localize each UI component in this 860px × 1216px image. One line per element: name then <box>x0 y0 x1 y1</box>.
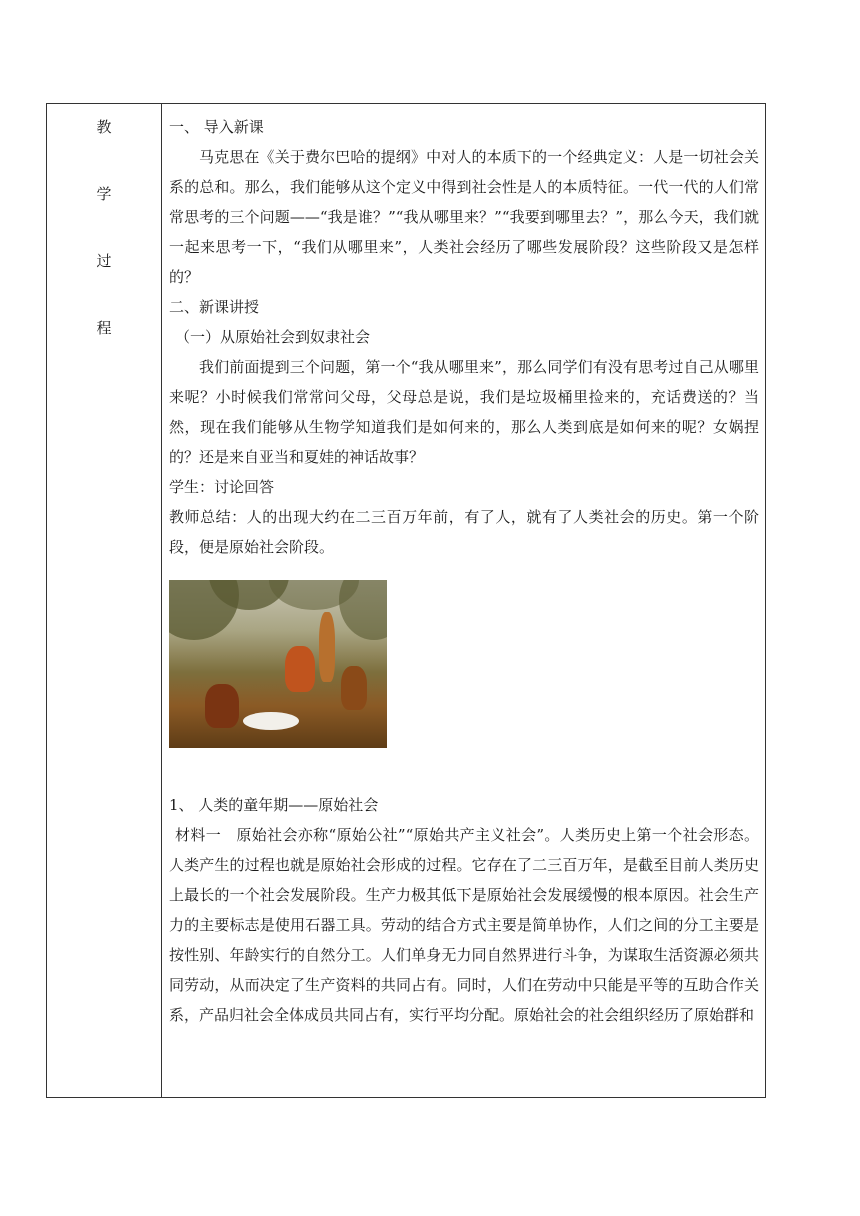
column-divider <box>161 104 162 1097</box>
label-char-guo: 过 <box>96 252 112 270</box>
material-one-paragraph: 材料一 原始社会亦称“原始公社”“原始共产主义社会”。人类历史上第一个社会形态。人类产生的过程也就是原始社会形成的过程。它存在了二三百万年，是截至目前人类历史上最长的一个社会发展阶段。生产力极其低下是原始社会发展缓慢的根本原因。社会生产力的主要标志是使用石器工具。劳动的结合方式主要是简单协作，人们之间的分工主要是按性别、年龄实行的自然分工。人们单身无力同自然界进行斗争，为谋取生活资源必须共同劳动，从而决定了生产资料的共同占有。同时，人们在劳动中只能是平等的互助合作关系，产品归社会全体成员共同占有，实行平均分配。原始社会的社会组织经历了原始群和 <box>169 826 759 1024</box>
lesson-content <box>169 112 759 1030</box>
intro-paragraph: 马克思在《关于费尔巴哈的提纲》中对人的本质下的一个经典定义：人是一切社会关系的总和。那么，我们能够从这个定义中得到社会性是人的本质特征。一代一代的人们常常思考的三个问题——“我是谁？”“我从哪里来？”“我要到哪里去？”，那么今天，我们就一起来思考一下，“我们从哪里来”，人类社会经历了哪些发展阶段？这些阶段又是怎样的？ <box>169 148 759 286</box>
heading-primitive-society: 1、 人类的童年期——原始社会 <box>169 796 379 814</box>
teacher-summary: 教师总结：人的出现大约在二三百万年前，有了人，就有了人类社会的历史。第一个阶段，便是原始社会阶段。 <box>169 508 759 556</box>
label-char-jiao: 教 <box>96 118 112 136</box>
heading-new-lesson: 二、新课讲授 <box>169 298 260 316</box>
heading-intro: 一、 导入新课 <box>169 118 264 136</box>
label-char-xue: 学 <box>96 185 112 203</box>
primitive-society-illustration <box>169 580 387 748</box>
student-discussion: 学生：讨论回答 <box>169 478 275 496</box>
question-paragraph: 我们前面提到三个问题，第一个“我从哪里来”，那么同学们有没有思考过自己从哪里来呢？小时候我们常常问父母，父母总是说，我们是垃圾桶里捡来的，充话费送的？当然，现在我们能够从生物学知道我们是如何来的，那么人类到底是如何来的呢？女娲捏的？还是来自亚当和夏娃的神话故事？ <box>169 358 759 466</box>
label-char-cheng: 程 <box>96 319 112 337</box>
subheading-primitive-to-slave: （一）从原始社会到奴隶社会 <box>175 328 371 346</box>
lesson-table <box>46 103 766 1098</box>
